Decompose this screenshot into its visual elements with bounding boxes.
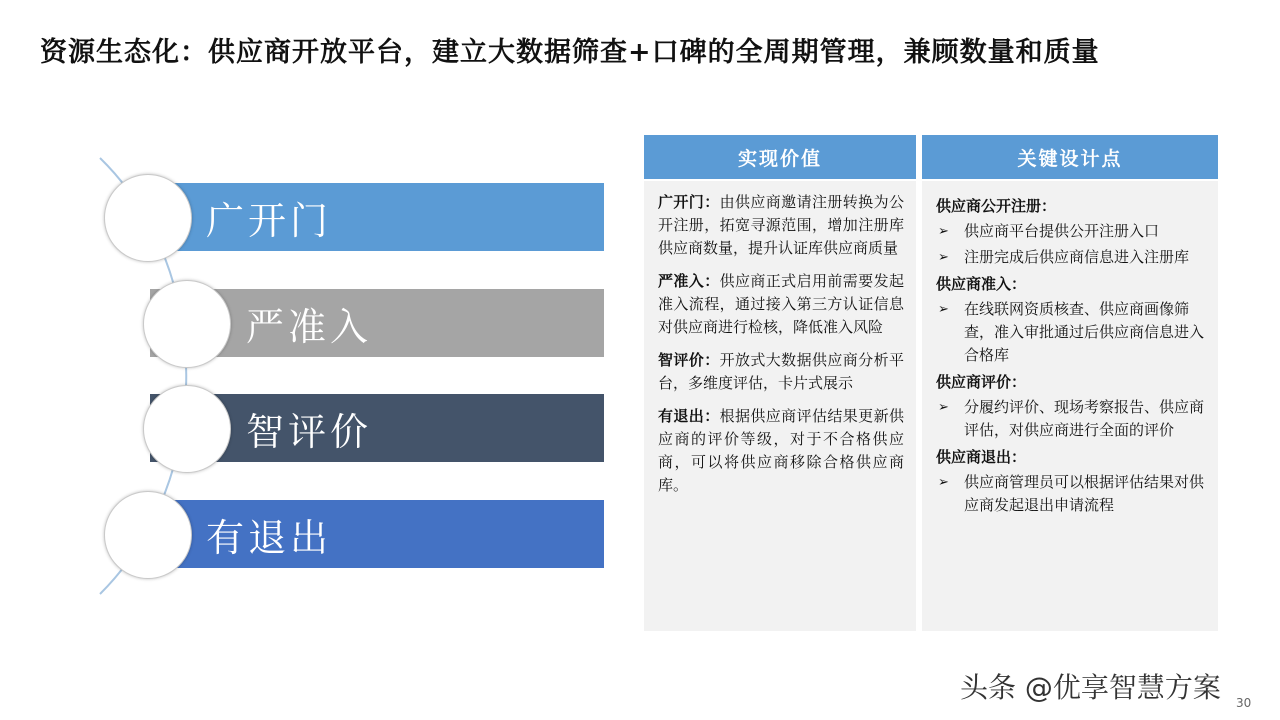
design-bullet: ➢ 在线联网资质核查、供应商画像筛查，准入审批通过后供应商信息进入合格库 — [936, 298, 1206, 367]
pillar-circle — [143, 385, 231, 473]
design-section-title: 供应商准入： — [936, 275, 1027, 293]
value-paragraph — [658, 270, 904, 339]
design-section-title: 供应商退出： — [936, 448, 1027, 466]
value-text: 由供应商邀请注册转换为公开注册，拓宽寻源范围，增加注册库供应商数量，提升认证库供应商质量 — [658, 193, 904, 257]
pillar-bar-4 — [150, 500, 604, 568]
pillar-circle — [104, 174, 192, 262]
pillar-diagram — [0, 0, 620, 720]
design-bullet: ➢ 供应商平台提供公开注册入口 — [936, 220, 1206, 243]
value-term: 严准入： — [658, 272, 720, 290]
pillar-circle — [104, 491, 192, 579]
value-text: 根据供应商评估结果更新供应商的评价等级，对于不合格供应商，可以将供应商移除合格供应商库。 — [658, 407, 904, 494]
design-bullet: ➢ 注册完成后供应商信息进入注册库 — [936, 246, 1206, 269]
connector-curve — [0, 0, 620, 720]
pillar-label: 严准入 — [246, 304, 373, 349]
arrow-bullet-icon: ➢ — [938, 302, 949, 317]
value-text: 供应商正式启用前需要发起准入流程，通过接入第三方认证信息对供应商进行检核，降低准入风险 — [658, 272, 904, 336]
design-bullet: ➢ 供应商管理员可以根据评估结果对供应商发起退出申请流程 — [936, 471, 1206, 517]
pillar-label: 有退出 — [206, 515, 333, 560]
pillar-label: 智评价 — [246, 409, 373, 454]
arrow-bullet-icon: ➢ — [938, 475, 949, 490]
value-paragraph — [658, 191, 904, 260]
value-term: 广开门： — [658, 193, 720, 211]
arrow-bullet-icon: ➢ — [938, 400, 949, 415]
design-column-body — [922, 181, 1218, 631]
pillar-circle — [143, 280, 231, 368]
arrow-bullet-icon: ➢ — [938, 224, 949, 239]
design-column — [922, 135, 1218, 631]
design-column-header: 关键设计点 — [922, 135, 1218, 179]
pillar-label: 广开门 — [206, 198, 333, 243]
value-column — [644, 135, 916, 631]
value-paragraph — [658, 349, 904, 395]
pillar-bar-1 — [150, 183, 604, 251]
design-section-title: 供应商公开注册： — [936, 197, 1057, 215]
value-text: 开放式大数据供应商分析平台，多维度评估，卡片式展示 — [658, 351, 904, 392]
design-bullet: ➢ 分履约评价、现场考察报告、供应商评估，对供应商进行全面的评价 — [936, 396, 1206, 442]
value-term: 有退出： — [658, 407, 720, 425]
value-column-body — [644, 181, 916, 631]
watermark: 头条 @优享智慧方案 — [960, 671, 1221, 704]
design-section-title: 供应商评价： — [936, 373, 1027, 391]
slide-title: 资源生态化：供应商开放平台，建立大数据筛查+口碑的全周期管理，兼顾数量和质量 — [40, 37, 1100, 68]
value-term: 智评价： — [658, 351, 720, 369]
value-paragraph — [658, 405, 904, 497]
arrow-bullet-icon: ➢ — [938, 250, 949, 265]
value-column-header: 实现价值 — [644, 135, 916, 179]
page-number: 30 — [1236, 696, 1252, 710]
